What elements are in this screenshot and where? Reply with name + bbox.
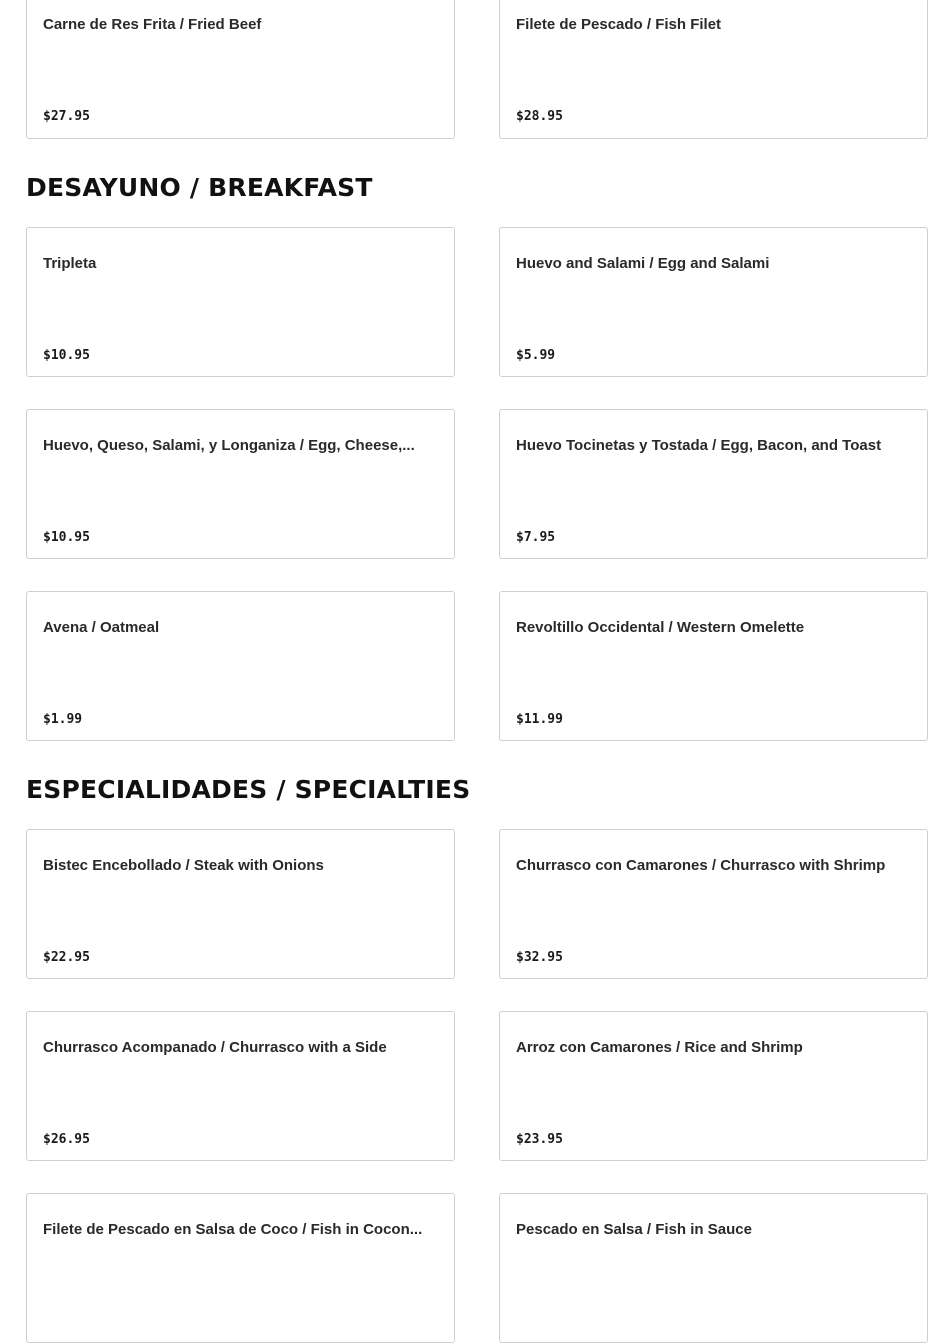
menu-item-price: $28.95 — [516, 109, 563, 124]
menu-item-price: $1.99 — [43, 712, 83, 727]
menu-item-card[interactable] — [26, 829, 455, 979]
menu-item-price: $22.95 — [43, 950, 90, 965]
menu-item-price: $23.95 — [516, 1132, 563, 1147]
menu-item-name: Carne de Res Frita / Fried Beef — [43, 17, 262, 32]
menu-item-name: Pescado en Salsa / Fish in Sauce — [516, 1222, 752, 1237]
section-heading-specialties: ESPECIALIDADES / SPECIALTIES — [26, 775, 471, 804]
menu-item-name: Revoltillo Occidental / Western Omelette — [516, 620, 805, 635]
menu-item-name: Filete de Pescado en Salsa de Coco / Fish in Cocon... — [43, 1222, 423, 1237]
menu-item-card[interactable] — [499, 227, 928, 377]
menu-item-name: Avena / Oatmeal — [43, 620, 160, 635]
menu-item-card[interactable] — [26, 409, 455, 559]
menu-item-price: $32.95 — [516, 950, 563, 965]
menu-item-price: $5.99 — [516, 348, 556, 363]
menu-item-name: Huevo, Queso, Salami, y Longaniza / Egg, Cheese,... — [43, 438, 415, 453]
section-heading-breakfast: DESAYUNO / BREAKFAST — [26, 173, 373, 202]
menu-item-card[interactable] — [499, 0, 928, 139]
menu-item-name: Filete de Pescado / Fish Filet — [516, 17, 722, 32]
menu-item-name: Huevo Tocinetas y Tostada / Egg, Bacon, and Toast — [516, 438, 882, 453]
menu-item-price: $11.99 — [516, 712, 563, 727]
menu-item-name: Tripleta — [43, 256, 97, 271]
menu-item-price: $10.95 — [43, 348, 90, 363]
menu-item-card[interactable] — [26, 1011, 455, 1161]
menu-item-name: Churrasco Acompanado / Churrasco with a Side — [43, 1040, 387, 1055]
menu-item-price: $26.95 — [43, 1132, 90, 1147]
menu-item-name: Huevo and Salami / Egg and Salami — [516, 256, 770, 271]
menu-item-price: $7.95 — [516, 530, 556, 545]
menu-item-card[interactable] — [499, 1193, 928, 1343]
menu-item-card[interactable] — [499, 1011, 928, 1161]
menu-item-card[interactable] — [26, 1193, 455, 1343]
menu-item-card[interactable] — [26, 0, 455, 139]
menu-item-card[interactable] — [499, 591, 928, 741]
menu-item-price: $10.95 — [43, 530, 90, 545]
menu-item-name: Bistec Encebollado / Steak with Onions — [43, 858, 324, 873]
menu-item-price: $27.95 — [43, 109, 90, 124]
menu-item-name: Arroz con Camarones / Rice and Shrimp — [516, 1040, 803, 1055]
menu-item-card[interactable] — [499, 409, 928, 559]
menu-item-card[interactable] — [26, 591, 455, 741]
menu-item-name: Churrasco con Camarones / Churrasco with Shrimp — [516, 858, 886, 873]
menu-item-card[interactable] — [26, 227, 455, 377]
menu-item-card[interactable] — [499, 829, 928, 979]
